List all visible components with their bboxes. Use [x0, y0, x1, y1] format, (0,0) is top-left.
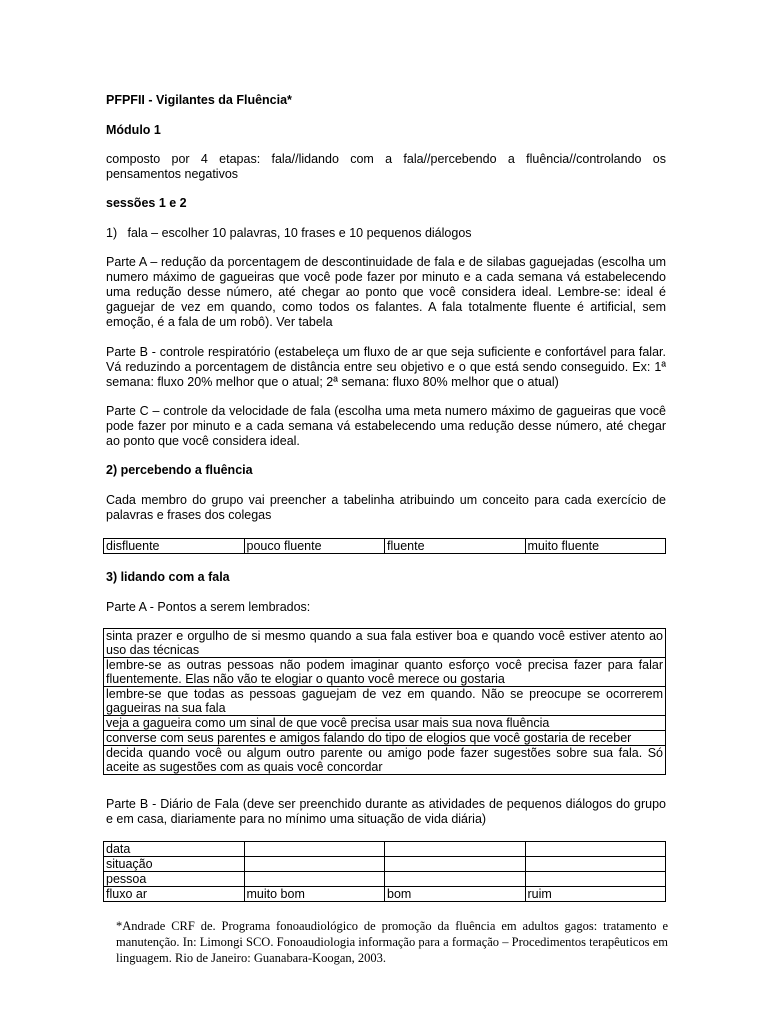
table-cell: sinta prazer e orgulho de si mesmo quando a sua fala estiver boa e quando você estiver atento ao uso das técnicas: [104, 629, 666, 658]
section-2-heading: 2) percebendo a fluência: [106, 463, 253, 477]
table-row: [104, 687, 666, 716]
speech-diary-table: [103, 841, 666, 902]
table-cell: fluxo ar: [104, 887, 245, 902]
table-cell: [525, 872, 666, 887]
reminder-points-table: [103, 628, 666, 775]
table-cell: disfluente: [104, 539, 245, 554]
table-cell: pouco fluente: [244, 539, 385, 554]
module-description: composto por 4 etapas: fala//lidando com a fala//percebendo a fluência//controlando os pensamentos negativos: [106, 152, 666, 181]
table-cell: [244, 842, 385, 857]
parte-b-paragraph: Parte B - controle respiratório (estabeleça um fluxo de ar que seja suficiente e confortável para falar. Vá reduzindo a porcentagem de distância entre seu objetivo e o que está sendo conseguido. Ex: 1ª semana: fluxo 20% melhor que o atual; 2ª semana: fluxo 80% melhor que o atual): [106, 345, 666, 389]
parte-b-3-paragraph: Parte B - Diário de Fala (deve ser preenchido durante as atividades de pequenos diálogos do grupo e em casa, diariamente para no mínimo uma situação de vida diária): [106, 797, 666, 826]
table-cell: [385, 872, 526, 887]
table-row: [104, 629, 666, 658]
table-cell: lembre-se as outras pessoas não podem imaginar quanto esforço você precisa fazer para falar fluentemente. Elas não vão te elogiar o quanto você merece ou gostaria: [104, 658, 666, 687]
table-cell: converse com seus parentes e amigos falando do tipo de elogios que você gostaria de receber: [104, 731, 666, 746]
table-cell: muito bom: [244, 887, 385, 902]
table-row: [104, 746, 666, 775]
table-row: [104, 539, 666, 554]
table-cell: bom: [385, 887, 526, 902]
table-row: [104, 872, 666, 887]
table-cell: [244, 857, 385, 872]
parte-c-paragraph: Parte C – controle da velocidade de fala (escolha uma meta numero máximo de gagueiras que você pode fazer por minuto e a cada semana vá estabelecendo uma redução desse número, até chegar ao ponto que você considera ideal.: [106, 404, 666, 448]
table-cell: veja a gagueira como um sinal de que você precisa usar mais sua nova fluência: [104, 716, 666, 731]
footnote-reference: *Andrade CRF de. Programa fonoaudiológico de promoção da fluência em adultos gagos: tratamento e manutenção. In: Limongi SCO. Fonoaudiologia informação para a formação – Procedimentos terapêuticos em linguagem. Rio de Janeiro: Guanabara-Koogan, 2003.: [116, 919, 668, 965]
table-cell: muito fluente: [525, 539, 666, 554]
table-cell: [385, 857, 526, 872]
table-cell: ruim: [525, 887, 666, 902]
item-1-fala: 1) fala – escolher 10 palavras, 10 frases e 10 pequenos diálogos: [106, 226, 472, 240]
table-row: [104, 842, 666, 857]
table-cell: decida quando você ou algum outro parente ou amigo pode fazer sugestões sobre sua fala. Só aceite as sugestões com as quais você concordar: [104, 746, 666, 775]
section-3-heading: 3) lidando com a fala: [106, 570, 230, 584]
table-cell: situação: [104, 857, 245, 872]
table-cell: data: [104, 842, 245, 857]
table-row: [104, 857, 666, 872]
table-row: [104, 887, 666, 902]
module-heading: Módulo 1: [106, 123, 161, 137]
section-2-description: Cada membro do grupo vai preencher a tabelinha atribuindo um conceito para cada exercício de palavras e frases dos colegas: [106, 493, 666, 522]
table-cell: pessoa: [104, 872, 245, 887]
table-cell: lembre-se que todas as pessoas gaguejam de vez em quando. Não se preocupe se ocorrerem gagueiras na sua fala: [104, 687, 666, 716]
table-cell: [385, 842, 526, 857]
table-row: [104, 731, 666, 746]
table-cell: [525, 842, 666, 857]
table-row: [104, 716, 666, 731]
parte-a-3-heading: Parte A - Pontos a serem lembrados:: [106, 600, 311, 614]
fluency-rating-table: [103, 538, 666, 554]
table-cell: [244, 872, 385, 887]
table-cell: fluente: [385, 539, 526, 554]
table-cell: [525, 857, 666, 872]
parte-a-paragraph: Parte A – redução da porcentagem de descontinuidade de fala e de silabas gaguejadas (escolha um numero máximo de gagueiras que você pode fazer por minuto e a cada semana vá estabelecendo uma redução desse número, até chegar ao ponto que você considera ideal. Lembre-se: ideal é gaguejar de vez em quando, como todos os falantes. A fala totalmente fluente é artificial, sem emoção, é a fala de um robô). Ver tabela: [106, 255, 666, 329]
document-title: PFPFII - Vigilantes da Fluência*: [106, 93, 292, 107]
table-row: [104, 658, 666, 687]
sessions-heading: sessões 1 e 2: [106, 196, 187, 210]
